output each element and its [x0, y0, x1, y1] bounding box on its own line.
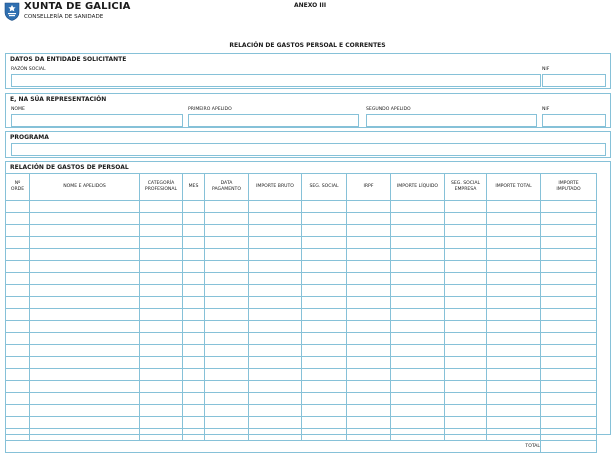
table-row [6, 369, 597, 381]
table-cell[interactable] [205, 213, 249, 225]
table-cell[interactable] [6, 393, 30, 405]
table-cell[interactable] [302, 285, 347, 297]
table-cell[interactable] [6, 417, 30, 429]
table-cell[interactable] [6, 405, 30, 417]
table-cell[interactable] [541, 225, 597, 237]
segundo-apelido-label: SEGUNDO APELIDO [366, 107, 411, 112]
table-row [6, 201, 597, 213]
table-cell[interactable] [347, 237, 391, 249]
table-row [6, 393, 597, 405]
representative-section-title: E, NA SÚA REPRESENTACIÓN [10, 96, 107, 103]
table-cell[interactable] [302, 237, 347, 249]
table-cell[interactable] [347, 225, 391, 237]
table-cell[interactable] [140, 273, 183, 285]
table-cell[interactable] [183, 321, 205, 333]
table-cell[interactable] [445, 405, 487, 417]
table-cell[interactable] [347, 285, 391, 297]
table-cell[interactable] [445, 309, 487, 321]
table-cell[interactable] [391, 357, 445, 369]
table-cell[interactable] [30, 213, 140, 225]
table-cell[interactable] [30, 381, 140, 393]
table-cell[interactable] [541, 297, 597, 309]
table-cell[interactable] [30, 285, 140, 297]
table-cell[interactable] [183, 405, 205, 417]
table-cell[interactable] [487, 273, 541, 285]
column-header: IMPORTE TOTAL [487, 174, 541, 201]
programa-section [5, 131, 611, 158]
table-cell[interactable] [391, 417, 445, 429]
table-cell[interactable] [391, 309, 445, 321]
table-cell[interactable] [30, 309, 140, 321]
entity-section [5, 53, 611, 89]
table-cell[interactable] [140, 297, 183, 309]
table-cell[interactable] [205, 261, 249, 273]
table-cell[interactable] [249, 357, 302, 369]
table-cell[interactable] [249, 345, 302, 357]
table-cell[interactable] [347, 273, 391, 285]
table-cell[interactable] [391, 201, 445, 213]
table-cell[interactable] [6, 345, 30, 357]
table-cell[interactable] [6, 321, 30, 333]
galicia-coat-of-arms-icon [4, 2, 20, 21]
table-cell[interactable] [445, 249, 487, 261]
table-cell[interactable] [6, 297, 30, 309]
table-cell[interactable] [347, 417, 391, 429]
table-cell[interactable] [183, 393, 205, 405]
table-cell[interactable] [347, 201, 391, 213]
table-cell[interactable] [205, 309, 249, 321]
table-cell[interactable] [249, 261, 302, 273]
table-cell[interactable] [302, 309, 347, 321]
table-cell[interactable] [30, 297, 140, 309]
table-cell[interactable] [183, 309, 205, 321]
org-name: XUNTA DE GALICIA [24, 1, 131, 12]
table-cell[interactable] [183, 381, 205, 393]
table-cell[interactable] [347, 309, 391, 321]
table-cell[interactable] [391, 345, 445, 357]
table-cell[interactable] [183, 249, 205, 261]
table-cell[interactable] [302, 213, 347, 225]
table-cell[interactable] [302, 357, 347, 369]
column-header: SEG. SOCIAL EMPRESA [445, 174, 487, 201]
table-cell[interactable] [445, 321, 487, 333]
table-cell[interactable] [347, 369, 391, 381]
table-cell[interactable] [140, 393, 183, 405]
table-cell[interactable] [205, 249, 249, 261]
table-cell[interactable] [541, 417, 597, 429]
table-cell[interactable] [302, 249, 347, 261]
table-cell[interactable] [541, 405, 597, 417]
expenses-header-row [6, 174, 597, 201]
table-cell[interactable] [391, 225, 445, 237]
table-cell[interactable] [445, 333, 487, 345]
table-cell[interactable] [347, 381, 391, 393]
table-cell[interactable] [347, 345, 391, 357]
table-cell[interactable] [205, 393, 249, 405]
table-cell[interactable] [487, 285, 541, 297]
table-cell[interactable] [391, 369, 445, 381]
table-row [6, 417, 597, 429]
column-header: NOME E APELIDOS [30, 174, 140, 201]
column-header: IMPORTE IMPUTADO [541, 174, 597, 201]
table-row [6, 249, 597, 261]
table-cell[interactable] [391, 285, 445, 297]
table-cell[interactable] [249, 273, 302, 285]
table-cell[interactable] [140, 357, 183, 369]
table-cell[interactable] [249, 285, 302, 297]
table-row [6, 213, 597, 225]
table-cell[interactable] [205, 237, 249, 249]
table-row [6, 381, 597, 393]
table-cell[interactable] [140, 201, 183, 213]
table-cell[interactable] [183, 213, 205, 225]
table-cell[interactable] [205, 201, 249, 213]
table-cell[interactable] [487, 333, 541, 345]
table-cell[interactable] [6, 381, 30, 393]
table-cell[interactable] [391, 393, 445, 405]
table-cell[interactable] [391, 249, 445, 261]
table-row [6, 273, 597, 285]
table-cell[interactable] [391, 213, 445, 225]
table-cell[interactable] [445, 393, 487, 405]
table-cell[interactable] [183, 297, 205, 309]
table-cell[interactable] [140, 417, 183, 429]
table-cell[interactable] [30, 357, 140, 369]
table-cell[interactable] [6, 237, 30, 249]
table-cell[interactable] [205, 369, 249, 381]
table-cell[interactable] [347, 333, 391, 345]
representative-nif-label: NIF [542, 107, 550, 112]
razon-social-label: RAZÓN SOCIAL [11, 67, 46, 72]
table-cell[interactable] [205, 333, 249, 345]
table-cell[interactable] [6, 273, 30, 285]
table-cell[interactable] [487, 417, 541, 429]
table-cell[interactable] [487, 405, 541, 417]
table-cell[interactable] [391, 333, 445, 345]
nome-label: NOME [11, 107, 25, 112]
table-row [6, 309, 597, 321]
table-cell[interactable] [183, 417, 205, 429]
representative-section [5, 93, 611, 128]
table-cell[interactable] [140, 237, 183, 249]
table-cell[interactable] [445, 381, 487, 393]
table-cell[interactable] [541, 369, 597, 381]
table-cell[interactable] [205, 381, 249, 393]
table-cell[interactable] [205, 357, 249, 369]
table-cell[interactable] [249, 369, 302, 381]
table-cell[interactable] [183, 345, 205, 357]
table-cell[interactable] [302, 297, 347, 309]
table-cell[interactable] [487, 381, 541, 393]
table-cell[interactable] [30, 369, 140, 381]
table-cell[interactable] [140, 249, 183, 261]
table-cell[interactable] [302, 417, 347, 429]
table-cell[interactable] [445, 297, 487, 309]
table-cell[interactable] [6, 261, 30, 273]
table-cell[interactable] [140, 333, 183, 345]
column-header: Nº ORDE [6, 174, 30, 201]
table-cell[interactable] [30, 333, 140, 345]
table-cell[interactable] [183, 201, 205, 213]
table-cell[interactable] [183, 357, 205, 369]
table-cell[interactable] [205, 345, 249, 357]
table-cell[interactable] [487, 321, 541, 333]
table-cell[interactable] [140, 285, 183, 297]
table-cell[interactable] [140, 369, 183, 381]
table-cell[interactable] [487, 345, 541, 357]
table-cell[interactable] [445, 273, 487, 285]
table-cell[interactable] [445, 345, 487, 357]
table-cell[interactable] [249, 393, 302, 405]
entity-nif-field[interactable] [542, 74, 606, 87]
table-cell[interactable] [391, 273, 445, 285]
table-cell[interactable] [183, 225, 205, 237]
table-cell[interactable] [487, 213, 541, 225]
table-cell[interactable] [445, 261, 487, 273]
table-cell[interactable] [205, 297, 249, 309]
table-cell[interactable] [487, 237, 541, 249]
table-cell[interactable] [6, 369, 30, 381]
table-cell[interactable] [302, 201, 347, 213]
table-cell[interactable] [183, 273, 205, 285]
table-cell[interactable] [302, 225, 347, 237]
table-cell[interactable] [30, 393, 140, 405]
table-cell[interactable] [445, 285, 487, 297]
table-cell[interactable] [30, 405, 140, 417]
table-cell[interactable] [445, 201, 487, 213]
table-cell[interactable] [487, 261, 541, 273]
table-cell[interactable] [6, 249, 30, 261]
table-cell[interactable] [205, 417, 249, 429]
primeiro-apelido-label: PRIMEIRO APELIDO [188, 107, 232, 112]
document-title: RELACIÓN DE GASTOS PERSOAL E CORRENTES [229, 42, 386, 49]
column-header: MES [183, 174, 205, 201]
table-cell[interactable] [140, 405, 183, 417]
expenses-section-title: RELACIÓN DE GASTOS DE PERSOAL [10, 164, 129, 171]
table-cell[interactable] [445, 225, 487, 237]
table-cell[interactable] [541, 321, 597, 333]
table-cell[interactable] [541, 261, 597, 273]
department-name: CONSELLERÍA DE SANIDADE [24, 14, 104, 20]
table-row [6, 285, 597, 297]
table-cell[interactable] [183, 261, 205, 273]
table-cell[interactable] [249, 417, 302, 429]
table-cell[interactable] [541, 309, 597, 321]
annex-label: ANEXO III [294, 2, 327, 9]
table-cell[interactable] [391, 237, 445, 249]
table-cell[interactable] [140, 345, 183, 357]
table-cell[interactable] [541, 381, 597, 393]
table-cell[interactable] [487, 249, 541, 261]
table-cell[interactable] [445, 357, 487, 369]
table-cell[interactable] [205, 405, 249, 417]
table-cell[interactable] [302, 405, 347, 417]
table-cell[interactable] [391, 261, 445, 273]
table-cell[interactable] [6, 201, 30, 213]
table-cell[interactable] [487, 393, 541, 405]
table-cell[interactable] [183, 285, 205, 297]
table-cell[interactable] [30, 225, 140, 237]
table-cell[interactable] [445, 237, 487, 249]
table-cell[interactable] [541, 201, 597, 213]
table-cell[interactable] [347, 297, 391, 309]
entity-nif-label: NIF [542, 67, 550, 72]
table-cell[interactable] [391, 321, 445, 333]
table-cell[interactable] [30, 417, 140, 429]
table-cell[interactable] [541, 285, 597, 297]
programa-field[interactable] [11, 143, 606, 156]
expenses-body [6, 201, 597, 441]
table-cell[interactable] [30, 321, 140, 333]
table-cell[interactable] [391, 405, 445, 417]
column-header: IRPF [347, 174, 391, 201]
table-cell[interactable] [487, 201, 541, 213]
table-cell[interactable] [487, 309, 541, 321]
table-row [6, 321, 597, 333]
table-row [6, 237, 597, 249]
table-cell[interactable] [302, 345, 347, 357]
column-header: IMPORTE LÍQUIDO [391, 174, 445, 201]
table-cell[interactable] [6, 309, 30, 321]
table-cell[interactable] [249, 249, 302, 261]
table-cell[interactable] [541, 345, 597, 357]
table-cell[interactable] [541, 237, 597, 249]
table-cell[interactable] [205, 225, 249, 237]
table-row [6, 297, 597, 309]
table-cell[interactable] [249, 333, 302, 345]
table-cell[interactable] [30, 261, 140, 273]
table-cell[interactable] [30, 273, 140, 285]
programa-section-title: PROGRAMA [10, 134, 49, 141]
table-row [6, 333, 597, 345]
table-cell[interactable] [249, 297, 302, 309]
table-cell[interactable] [302, 381, 347, 393]
table-cell[interactable] [205, 321, 249, 333]
table-row [6, 357, 597, 369]
table-cell[interactable] [541, 273, 597, 285]
table-cell[interactable] [541, 357, 597, 369]
table-cell[interactable] [487, 369, 541, 381]
table-cell[interactable] [347, 357, 391, 369]
table-cell[interactable] [249, 309, 302, 321]
table-cell[interactable] [347, 321, 391, 333]
table-cell[interactable] [140, 225, 183, 237]
table-cell[interactable] [347, 213, 391, 225]
total-label: TOTAL [6, 441, 541, 453]
table-cell[interactable] [445, 417, 487, 429]
total-value-cell[interactable] [541, 441, 597, 453]
primeiro-apelido-field[interactable] [188, 114, 359, 127]
table-cell[interactable] [487, 297, 541, 309]
table-cell[interactable] [347, 393, 391, 405]
table-cell[interactable] [541, 249, 597, 261]
table-row [6, 345, 597, 357]
column-header: IMPORTE BRUTO [249, 174, 302, 201]
table-cell[interactable] [30, 249, 140, 261]
table-cell[interactable] [249, 381, 302, 393]
table-cell[interactable] [249, 225, 302, 237]
table-cell[interactable] [183, 333, 205, 345]
table-cell[interactable] [541, 333, 597, 345]
table-cell[interactable] [249, 321, 302, 333]
table-cell[interactable] [183, 237, 205, 249]
table-cell[interactable] [445, 369, 487, 381]
table-cell[interactable] [541, 393, 597, 405]
table-cell[interactable] [302, 393, 347, 405]
table-cell[interactable] [140, 213, 183, 225]
column-header: DATA PAGAMENTO [205, 174, 249, 201]
table-cell[interactable] [30, 237, 140, 249]
table-cell[interactable] [302, 261, 347, 273]
table-cell[interactable] [6, 333, 30, 345]
table-cell[interactable] [391, 381, 445, 393]
table-cell[interactable] [302, 333, 347, 345]
expenses-table [5, 173, 597, 453]
table-cell[interactable] [183, 369, 205, 381]
table-cell[interactable] [140, 321, 183, 333]
table-cell[interactable] [140, 381, 183, 393]
table-row [6, 261, 597, 273]
table-cell[interactable] [6, 357, 30, 369]
table-row [6, 405, 597, 417]
column-header: CATEGORÍA PROFESIONAL [140, 174, 183, 201]
column-header: SEG. SOCIAL [302, 174, 347, 201]
table-cell[interactable] [140, 309, 183, 321]
nome-field[interactable] [11, 114, 183, 127]
table-cell[interactable] [205, 273, 249, 285]
entity-section-title: DATOS DA ENTIDADE SOLICITANTE [10, 56, 127, 63]
table-cell[interactable] [249, 237, 302, 249]
table-cell[interactable] [30, 345, 140, 357]
table-cell[interactable] [140, 261, 183, 273]
table-cell[interactable] [249, 201, 302, 213]
table-cell[interactable] [302, 369, 347, 381]
table-cell[interactable] [249, 213, 302, 225]
table-cell[interactable] [30, 201, 140, 213]
table-cell[interactable] [6, 213, 30, 225]
table-cell[interactable] [391, 297, 445, 309]
table-cell[interactable] [347, 261, 391, 273]
table-cell[interactable] [302, 273, 347, 285]
table-cell[interactable] [445, 213, 487, 225]
table-cell[interactable] [487, 225, 541, 237]
table-cell[interactable] [6, 225, 30, 237]
table-cell[interactable] [347, 249, 391, 261]
segundo-apelido-field[interactable] [366, 114, 537, 127]
table-cell[interactable] [541, 213, 597, 225]
razon-social-field[interactable] [11, 74, 541, 87]
table-cell[interactable] [302, 321, 347, 333]
table-cell[interactable] [205, 285, 249, 297]
table-cell[interactable] [6, 285, 30, 297]
total-row [6, 441, 597, 453]
representative-nif-field[interactable] [542, 114, 606, 127]
table-cell[interactable] [487, 357, 541, 369]
table-row [6, 225, 597, 237]
table-cell[interactable] [249, 405, 302, 417]
table-cell[interactable] [347, 405, 391, 417]
